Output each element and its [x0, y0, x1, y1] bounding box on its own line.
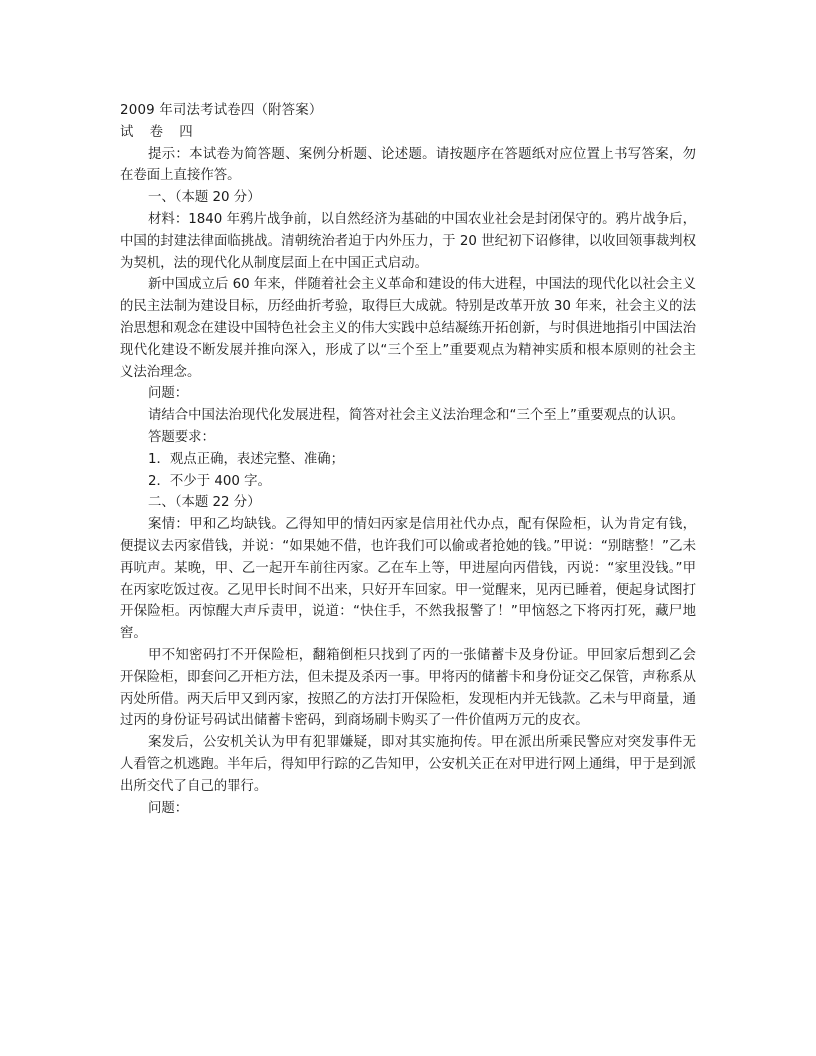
document-title: 2009 年司法考试卷四（附答案）: [120, 103, 323, 118]
q1-requirements-label: 答题要求：: [148, 429, 215, 445]
q1-requirement-1: 1．观点正确，表述完整、准确；: [148, 451, 344, 467]
document-page: [120, 100, 696, 819]
q2-case-paragraph-3: 案发后，公安机关认为甲有犯罪嫌疑，即对其实施拘传。甲在派出所乘民警应对突发事件无人看管之机逃跑。半年后，得知甲行踪的乙告知甲，公安机关正在对甲进行网上通缉，甲于是到派出所交代了自己的罪行。: [120, 735, 696, 794]
q1-material-paragraph-1: 材料：1840 年鸦片战争前，以自然经济为基础的中国农业社会是封闭保守的。鸦片战争后，中国的封建法律面临挑战。清朝统治者迫于内外压力，于 20 世纪初下诏修律，以收回领事裁判权为契机，法的现代化从制度层面上在中国正式启动。: [120, 211, 696, 271]
q1-material-paragraph-2: 新中国成立后 60 年来，伴随着社会主义革命和建设的伟大进程，中国法的现代化以社会主义的民主法制为建设目标，历经曲折考验，取得巨大成就。特别是改革开放 30 年来，社会主义的法治思想和观念在建设中国特色社会主义的伟大实践中总结凝练开拓创新，与时俱进地指引中国法治现代化建设不断发展并推向深入，形成了以“三个至上”重要观点为精神实质和根本原则的社会主义法治理念。: [120, 277, 696, 380]
q1-question-text: 请结合中国法治现代化发展进程，简答对社会主义法治理念和“三个至上”重要观点的认识。: [148, 408, 685, 424]
q1-question-label: 问题：: [148, 386, 189, 402]
document-subtitle: 试 卷 四: [120, 124, 199, 140]
q2-case-paragraph-2: 甲不知密码打不开保险柜，翻箱倒柜只找到了丙的一张储蓄卡及身份证。甲回家后想到乙会开保险柜，即套问乙开柜方法，但未提及杀丙一事。甲将丙的储蓄卡和身份证交乙保管，声称系从丙处所借。两天后甲又到丙家，按照乙的方法打开保险柜，发现柜内并无钱款。乙未与甲商量，通过丙的身份证号码试出储蓄卡密码，到商场刷卡购买了一件价值两万元的皮衣。: [120, 647, 696, 729]
q2-heading: 二、（本题 22 分）: [148, 495, 261, 511]
q1-heading: 一、（本题 20 分）: [148, 190, 261, 206]
q2-question-label: 问题：: [148, 800, 189, 816]
instructions-paragraph: 提示：本试卷为简答题、案例分析题、论述题。请按题序在答题纸对应位置上书写答案，勿在卷面上直接作答。: [120, 146, 696, 184]
q2-case-paragraph-1: 案情：甲和乙均缺钱。乙得知甲的情妇丙家是信用社代办点，配有保险柜，认为肯定有钱，便提议去丙家借钱，并说：“如果她不借，也许我们可以偷或者抢她的钱。”甲说：“别瞎整！”乙未再吭声。某晚，甲、乙一起开车前往丙家。乙在车上等，甲进屋向丙借钱，丙说：“家里没钱。”甲在丙家吃饭过夜。乙见甲长时间不出来，只好开车回家。甲一觉醒来，见丙已睡着，便起身试图打开保险柜。丙惊醒大声斥责甲，说道：“快住手，不然我报警了！”甲恼怒之下将丙打死，藏尸地窖。: [120, 517, 696, 642]
q1-requirement-2: 2．不少于 400 字。: [148, 473, 271, 489]
